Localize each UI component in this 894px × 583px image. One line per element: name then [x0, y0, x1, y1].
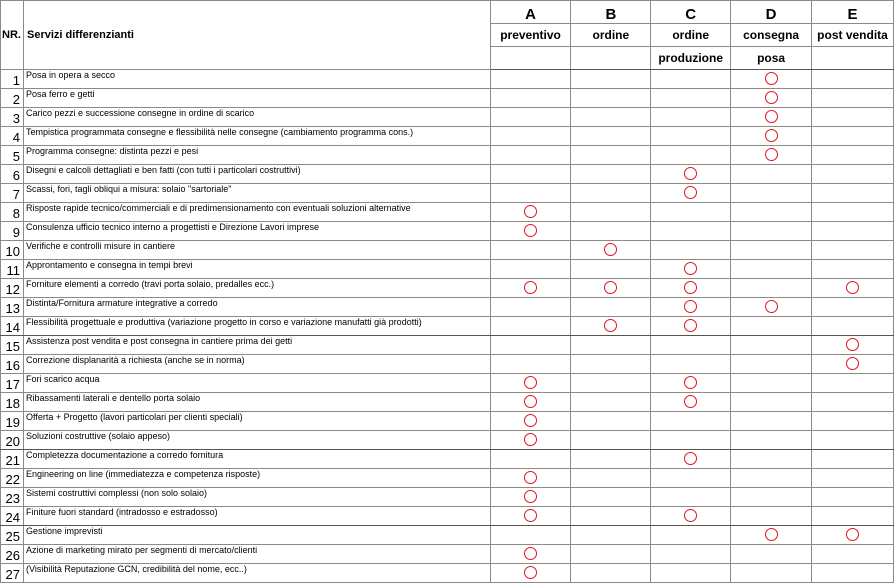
phase-cell-c	[651, 260, 731, 279]
phase-cell-b	[571, 298, 651, 317]
phase-cell-a	[490, 165, 571, 184]
row-number: 3	[1, 108, 24, 127]
phase-cell-b	[571, 108, 651, 127]
phase-cell-a	[490, 336, 571, 355]
phase-cell-c	[651, 564, 731, 583]
phase-cell-c	[651, 89, 731, 108]
red-circle-icon	[524, 471, 537, 484]
phase-cell-b	[571, 374, 651, 393]
row-number: 22	[1, 469, 24, 488]
phase-cell-a	[490, 526, 571, 545]
phase-cell-b	[571, 355, 651, 374]
nr-column-header: NR.	[1, 1, 24, 70]
red-circle-icon	[684, 167, 697, 180]
phase-cell-a	[490, 431, 571, 450]
row-number: 18	[1, 393, 24, 412]
phase-cell-b	[571, 89, 651, 108]
phase-cell-c	[651, 469, 731, 488]
red-circle-icon	[524, 433, 537, 446]
phase-cell-b	[571, 545, 651, 564]
phase-cell-d	[731, 545, 812, 564]
row-number: 20	[1, 431, 24, 450]
table-row	[1, 184, 894, 203]
service-description: Gestione imprevisti	[23, 526, 490, 545]
phase-cell-e	[812, 222, 894, 241]
row-number: 27	[1, 564, 24, 583]
phase-cell-c	[651, 488, 731, 507]
phase-cell-a	[490, 507, 571, 526]
phase-cell-d	[731, 374, 812, 393]
table-row	[1, 355, 894, 374]
table-row	[1, 203, 894, 222]
phase-cell-d	[731, 203, 812, 222]
column-phase-d-line2: posa	[731, 47, 812, 70]
table-row	[1, 469, 894, 488]
column-phase-b-line2	[571, 47, 651, 70]
phase-cell-e	[812, 89, 894, 108]
phase-cell-a	[490, 564, 571, 583]
red-circle-icon	[684, 509, 697, 522]
phase-cell-d	[731, 507, 812, 526]
table-row	[1, 507, 894, 526]
phase-cell-e	[812, 355, 894, 374]
red-circle-icon	[524, 490, 537, 503]
table-row	[1, 393, 894, 412]
phase-cell-a	[490, 146, 571, 165]
table-row	[1, 488, 894, 507]
phase-cell-e	[812, 298, 894, 317]
service-description: Completezza documentazione a corredo fornitura	[23, 450, 490, 469]
service-description: Risposte rapide tecnico/commerciali e di predimensionamento con eventuali soluzioni alternative	[23, 203, 490, 222]
phase-cell-e	[812, 450, 894, 469]
phase-cell-d	[731, 298, 812, 317]
phase-cell-d	[731, 108, 812, 127]
phase-cell-e	[812, 412, 894, 431]
phase-cell-c	[651, 393, 731, 412]
service-description: Engineering on line (immediatezza e competenza risposte)	[23, 469, 490, 488]
phase-cell-a	[490, 127, 571, 146]
phase-cell-d	[731, 127, 812, 146]
table-row	[1, 70, 894, 89]
row-number: 24	[1, 507, 24, 526]
service-description: Carico pezzi e successione consegne in ordine di scarico	[23, 108, 490, 127]
phase-cell-a	[490, 488, 571, 507]
row-number: 11	[1, 260, 24, 279]
phase-cell-d	[731, 165, 812, 184]
phase-cell-e	[812, 70, 894, 89]
red-circle-icon	[524, 224, 537, 237]
table-row	[1, 336, 894, 355]
phase-cell-d	[731, 526, 812, 545]
services-column-header: Servizi differenzianti	[23, 1, 490, 70]
phase-cell-c	[651, 108, 731, 127]
service-description: Assistenza post vendita e post consegna in cantiere prima dei getti	[23, 336, 490, 355]
phase-cell-d	[731, 431, 812, 450]
row-number: 16	[1, 355, 24, 374]
phase-cell-a	[490, 469, 571, 488]
phase-cell-d	[731, 241, 812, 260]
red-circle-icon	[846, 338, 859, 351]
row-number: 12	[1, 279, 24, 298]
phase-cell-b	[571, 70, 651, 89]
service-description: Finiture fuori standard (intradosso e estradosso)	[23, 507, 490, 526]
phase-cell-d	[731, 260, 812, 279]
phase-cell-b	[571, 526, 651, 545]
phase-cell-e	[812, 393, 894, 412]
row-number: 4	[1, 127, 24, 146]
phase-cell-b	[571, 241, 651, 260]
red-circle-icon	[604, 243, 617, 256]
phase-cell-c	[651, 298, 731, 317]
red-circle-icon	[524, 547, 537, 560]
phase-cell-c	[651, 450, 731, 469]
table-row	[1, 165, 894, 184]
phase-cell-c	[651, 355, 731, 374]
service-description: Soluzioni costruttive (solaio appeso)	[23, 431, 490, 450]
red-circle-icon	[524, 376, 537, 389]
phase-cell-c	[651, 184, 731, 203]
red-circle-icon	[684, 395, 697, 408]
row-number: 2	[1, 89, 24, 108]
phase-cell-b	[571, 203, 651, 222]
column-letter-d: D	[731, 1, 812, 24]
phase-cell-c	[651, 336, 731, 355]
service-description: Tempistica programmata consegne e flessibilità nelle consegne (cambiamento programma cons.)	[23, 127, 490, 146]
phase-cell-c	[651, 431, 731, 450]
table-row	[1, 260, 894, 279]
phase-cell-d	[731, 450, 812, 469]
row-number: 9	[1, 222, 24, 241]
row-number: 25	[1, 526, 24, 545]
red-circle-icon	[524, 281, 537, 294]
phase-cell-e	[812, 184, 894, 203]
row-number: 13	[1, 298, 24, 317]
table-row	[1, 431, 894, 450]
service-description: Flessibilità progettuale e produttiva (variazione progetto in corso e variazione manufatti già prodotti)	[23, 317, 490, 336]
red-circle-icon	[684, 452, 697, 465]
phase-cell-a	[490, 412, 571, 431]
row-number: 17	[1, 374, 24, 393]
phase-cell-b	[571, 431, 651, 450]
column-letter-a: A	[490, 1, 571, 24]
phase-cell-c	[651, 70, 731, 89]
phase-cell-c	[651, 412, 731, 431]
phase-cell-e	[812, 108, 894, 127]
phase-cell-e	[812, 260, 894, 279]
row-number: 26	[1, 545, 24, 564]
phase-cell-a	[490, 374, 571, 393]
red-circle-icon	[765, 91, 778, 104]
row-number: 5	[1, 146, 24, 165]
phase-cell-a	[490, 393, 571, 412]
phase-cell-c	[651, 146, 731, 165]
phase-cell-b	[571, 317, 651, 336]
phase-cell-a	[490, 70, 571, 89]
phase-cell-c	[651, 507, 731, 526]
service-description: Fori scarico acqua	[23, 374, 490, 393]
table-row	[1, 241, 894, 260]
row-number: 19	[1, 412, 24, 431]
phase-cell-b	[571, 507, 651, 526]
red-circle-icon	[524, 395, 537, 408]
table-row	[1, 450, 894, 469]
phase-cell-a	[490, 298, 571, 317]
red-circle-icon	[846, 281, 859, 294]
phase-cell-d	[731, 70, 812, 89]
phase-cell-a	[490, 545, 571, 564]
phase-cell-d	[731, 222, 812, 241]
column-phase-b: ordine	[571, 24, 651, 47]
phase-cell-b	[571, 564, 651, 583]
phase-cell-d	[731, 355, 812, 374]
phase-cell-d	[731, 393, 812, 412]
table-row	[1, 526, 894, 545]
column-phase-a: preventivo	[490, 24, 571, 47]
phase-cell-b	[571, 488, 651, 507]
phase-cell-a	[490, 222, 571, 241]
phase-cell-c	[651, 127, 731, 146]
red-circle-icon	[524, 566, 537, 579]
phase-cell-d	[731, 89, 812, 108]
phase-cell-d	[731, 317, 812, 336]
phase-cell-e	[812, 431, 894, 450]
service-description: Sistemi costruttivi complessi (non solo solaio)	[23, 488, 490, 507]
phase-cell-a	[490, 184, 571, 203]
phase-cell-b	[571, 146, 651, 165]
phase-cell-a	[490, 108, 571, 127]
table-row	[1, 222, 894, 241]
service-description: Programma consegne: distinta pezzi e pesi	[23, 146, 490, 165]
phase-cell-e	[812, 526, 894, 545]
phase-cell-b	[571, 279, 651, 298]
service-description: Disegni e calcoli dettagliati e ben fatti (con tutti i particolari costruttivi)	[23, 165, 490, 184]
service-description: Azione di marketing mirato per segmenti di mercato/clienti	[23, 545, 490, 564]
service-description: Forniture elementi a corredo (travi porta solaio, predalles ecc.)	[23, 279, 490, 298]
table-row	[1, 564, 894, 583]
phase-cell-c	[651, 545, 731, 564]
red-circle-icon	[684, 186, 697, 199]
phase-cell-c	[651, 203, 731, 222]
phase-cell-b	[571, 184, 651, 203]
phase-cell-c	[651, 165, 731, 184]
red-circle-icon	[765, 110, 778, 123]
service-description: Scassi, fori, tagli obliqui a misura: solaio "sartoriale"	[23, 184, 490, 203]
phase-cell-a	[490, 241, 571, 260]
red-circle-icon	[765, 129, 778, 142]
red-circle-icon	[684, 262, 697, 275]
table-row	[1, 146, 894, 165]
column-phase-e: post vendita	[812, 24, 894, 47]
red-circle-icon	[765, 72, 778, 85]
row-number: 7	[1, 184, 24, 203]
phase-cell-e	[812, 279, 894, 298]
service-description: Verifiche e controlli misure in cantiere	[23, 241, 490, 260]
table-row	[1, 545, 894, 564]
row-number: 1	[1, 70, 24, 89]
phase-cell-c	[651, 526, 731, 545]
service-description: Offerta + Progetto (lavori particolari per clienti speciali)	[23, 412, 490, 431]
service-description: (Visibilità Reputazione GCN, credibilità del nome, ecc..)	[23, 564, 490, 583]
row-number: 6	[1, 165, 24, 184]
column-phase-e-line2	[812, 47, 894, 70]
service-description: Posa in opera a secco	[23, 70, 490, 89]
phase-cell-e	[812, 374, 894, 393]
row-number: 14	[1, 317, 24, 336]
phase-cell-e	[812, 317, 894, 336]
phase-cell-b	[571, 165, 651, 184]
phase-cell-a	[490, 317, 571, 336]
phase-cell-a	[490, 279, 571, 298]
red-circle-icon	[684, 281, 697, 294]
phase-cell-d	[731, 488, 812, 507]
phase-cell-a	[490, 355, 571, 374]
service-description: Distinta/Fornitura armature integrative a corredo	[23, 298, 490, 317]
phase-cell-c	[651, 279, 731, 298]
table-row	[1, 127, 894, 146]
phase-cell-b	[571, 222, 651, 241]
phase-cell-b	[571, 127, 651, 146]
table-row	[1, 374, 894, 393]
red-circle-icon	[765, 300, 778, 313]
phase-cell-a	[490, 203, 571, 222]
phase-cell-d	[731, 469, 812, 488]
column-phase-c: ordine	[651, 24, 731, 47]
row-number: 21	[1, 450, 24, 469]
red-circle-icon	[684, 300, 697, 313]
table-row	[1, 108, 894, 127]
phase-cell-d	[731, 184, 812, 203]
phase-cell-d	[731, 336, 812, 355]
phase-cell-a	[490, 89, 571, 108]
phase-cell-d	[731, 146, 812, 165]
red-circle-icon	[684, 319, 697, 332]
column-letter-c: C	[651, 1, 731, 24]
red-circle-icon	[765, 528, 778, 541]
row-number: 8	[1, 203, 24, 222]
phase-cell-a	[490, 260, 571, 279]
phase-cell-e	[812, 203, 894, 222]
red-circle-icon	[846, 528, 859, 541]
phase-cell-d	[731, 564, 812, 583]
table-row	[1, 412, 894, 431]
red-circle-icon	[846, 357, 859, 370]
phase-cell-c	[651, 241, 731, 260]
phase-cell-e	[812, 488, 894, 507]
table-row	[1, 279, 894, 298]
phase-cell-e	[812, 241, 894, 260]
phase-cell-b	[571, 412, 651, 431]
phase-cell-e	[812, 564, 894, 583]
phase-cell-e	[812, 507, 894, 526]
service-description: Consulenza ufficio tecnico interno a progettisti e Direzione Lavori imprese	[23, 222, 490, 241]
service-description: Ribassamenti laterali e dentello porta solaio	[23, 393, 490, 412]
row-number: 23	[1, 488, 24, 507]
phase-cell-e	[812, 127, 894, 146]
phase-cell-e	[812, 336, 894, 355]
phase-cell-e	[812, 545, 894, 564]
phase-cell-d	[731, 412, 812, 431]
red-circle-icon	[524, 205, 537, 218]
column-phase-c-line2: produzione	[651, 47, 731, 70]
column-phase-d: consegna	[731, 24, 812, 47]
service-description: Approntamento e consegna in tempi brevi	[23, 260, 490, 279]
row-number: 10	[1, 241, 24, 260]
phase-cell-a	[490, 450, 571, 469]
header-row-letters	[1, 1, 894, 24]
service-description: Correzione displanarità a richiesta (anche se in norma)	[23, 355, 490, 374]
phase-cell-e	[812, 469, 894, 488]
table-row	[1, 89, 894, 108]
phase-cell-b	[571, 260, 651, 279]
phase-cell-c	[651, 374, 731, 393]
table-row	[1, 298, 894, 317]
phase-cell-b	[571, 336, 651, 355]
phase-cell-e	[812, 146, 894, 165]
red-circle-icon	[524, 414, 537, 427]
phase-cell-c	[651, 222, 731, 241]
column-phase-a-line2	[490, 47, 571, 70]
red-circle-icon	[604, 319, 617, 332]
phase-cell-d	[731, 279, 812, 298]
phase-cell-b	[571, 450, 651, 469]
red-circle-icon	[524, 509, 537, 522]
red-circle-icon	[684, 376, 697, 389]
phase-cell-e	[812, 165, 894, 184]
table-row	[1, 317, 894, 336]
phase-cell-b	[571, 393, 651, 412]
row-number: 15	[1, 336, 24, 355]
column-letter-e: E	[812, 1, 894, 24]
red-circle-icon	[604, 281, 617, 294]
phase-cell-b	[571, 469, 651, 488]
red-circle-icon	[765, 148, 778, 161]
phase-cell-c	[651, 317, 731, 336]
column-letter-b: B	[571, 1, 651, 24]
service-description: Posa ferro e getti	[23, 89, 490, 108]
